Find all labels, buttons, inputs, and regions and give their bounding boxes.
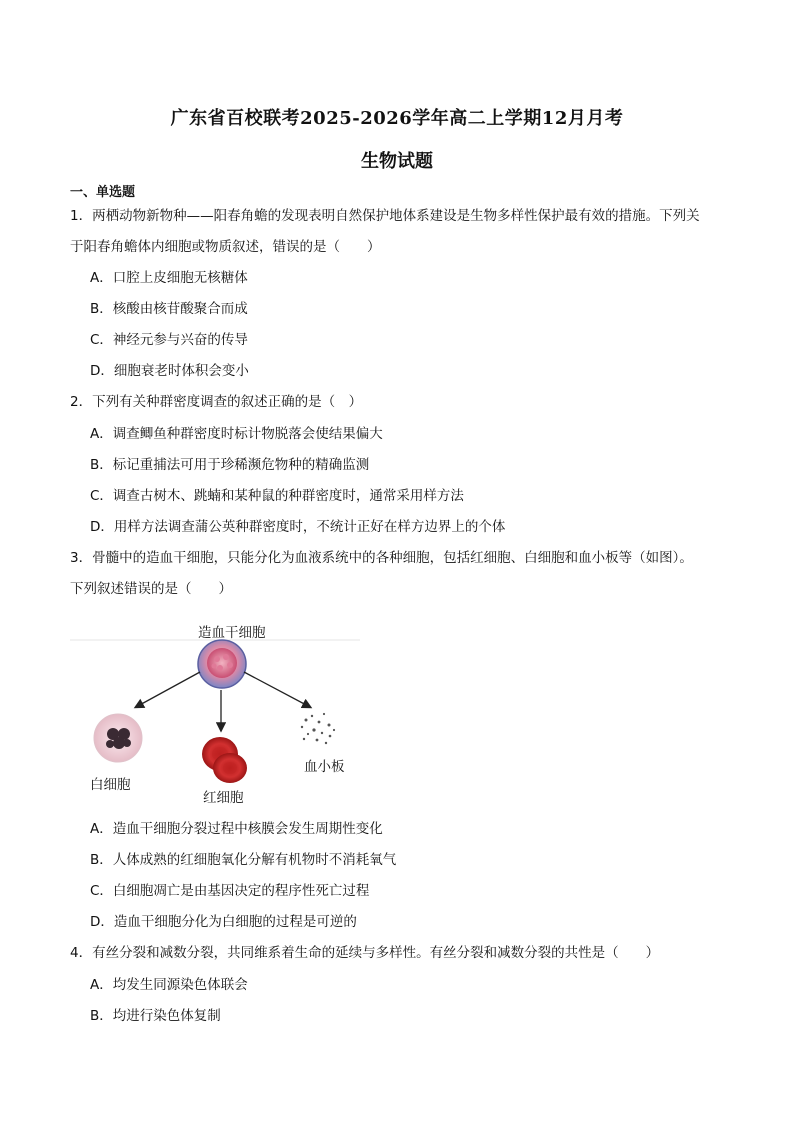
question-1-stem (70, 201, 730, 263)
blood-cell-differentiation-figure (70, 612, 390, 812)
arrow-to-platelet (244, 672, 310, 707)
white-blood-cell-icon (94, 714, 142, 762)
question-1-line1: 1．两栖动物新物种——阳春角蟾的发现表明自然保护地体系建设是生物多样性保护最有效的措施。下列关 (70, 208, 700, 224)
white-cell-label: 白细胞 (90, 777, 131, 793)
stem-cell-icon (198, 640, 246, 688)
question-2-line1: 2．下列有关种群密度调查的叙述正确的是（ ） (70, 394, 363, 410)
q4-option-a: A．均发生同源染色体联会 (90, 977, 248, 993)
q2-option-d: D．用样方法调查蒲公英种群密度时，不统计正好在样方边界上的个体 (90, 519, 506, 535)
q3-option-b: B．人体成熟的红细胞氧化分解有机物时不消耗氧气 (90, 852, 397, 868)
q1-option-d: D．细胞衰老时体积会变小 (90, 363, 249, 379)
q4-option-b: B．均进行染色体复制 (90, 1008, 221, 1024)
question-3-stem (70, 543, 730, 605)
q2-option-b: B．标记重捕法可用于珍稀濒危物种的精确监测 (90, 457, 370, 473)
question-4-line1: 4．有丝分裂和减数分裂，共同维系着生命的延续与多样性。有丝分裂和减数分裂的共性是（ ） (70, 945, 660, 961)
page-title: 广东省百校联考2025-2026学年高二上学期12月月考 (170, 108, 624, 129)
q3-option-c: C．白细胞凋亡是由基因决定的程序性死亡过程 (90, 883, 370, 899)
question-4-stem (70, 938, 730, 969)
stem-cell-label: 造血干细胞 (198, 625, 266, 641)
question-3-line1: 3．骨髓中的造血干细胞，只能分化为血液系统中的各种细胞，包括红细胞、白细胞和血小板等（如图）。 (70, 550, 693, 566)
red-cell-label: 红细胞 (203, 790, 244, 806)
platelet-icon (301, 713, 335, 744)
q1-option-b: B．核酸由核苷酸聚合而成 (90, 301, 248, 317)
question-2-stem (70, 387, 730, 418)
arrow-to-white-cell (136, 672, 200, 707)
section-heading: 一、单选题 (70, 185, 136, 200)
page-subtitle: 生物试题 (361, 151, 433, 172)
q1-option-c: C．神经元参与兴奋的传导 (90, 332, 248, 348)
q1-option-a: A．口腔上皮细胞无核糖体 (90, 270, 248, 286)
platelet-label: 血小板 (304, 759, 345, 775)
red-blood-cell-icon (202, 737, 247, 783)
q2-option-a: A．调查鲫鱼种群密度时标计物脱落会使结果偏大 (90, 426, 383, 442)
q3-option-d: D．造血干细胞分化为白细胞的过程是可逆的 (90, 914, 357, 930)
q3-option-a: A．造血干细胞分裂过程中核膜会发生周期性变化 (90, 821, 383, 837)
question-3-line2: 下列叙述错误的是（ ） (70, 581, 232, 597)
q2-option-c: C．调查古树木、跳蝻和某种鼠的种群密度时，通常采用样方法 (90, 488, 464, 504)
question-1-line2: 于阳春角蟾体内细胞或物质叙述，错误的是（ ） (70, 239, 381, 255)
